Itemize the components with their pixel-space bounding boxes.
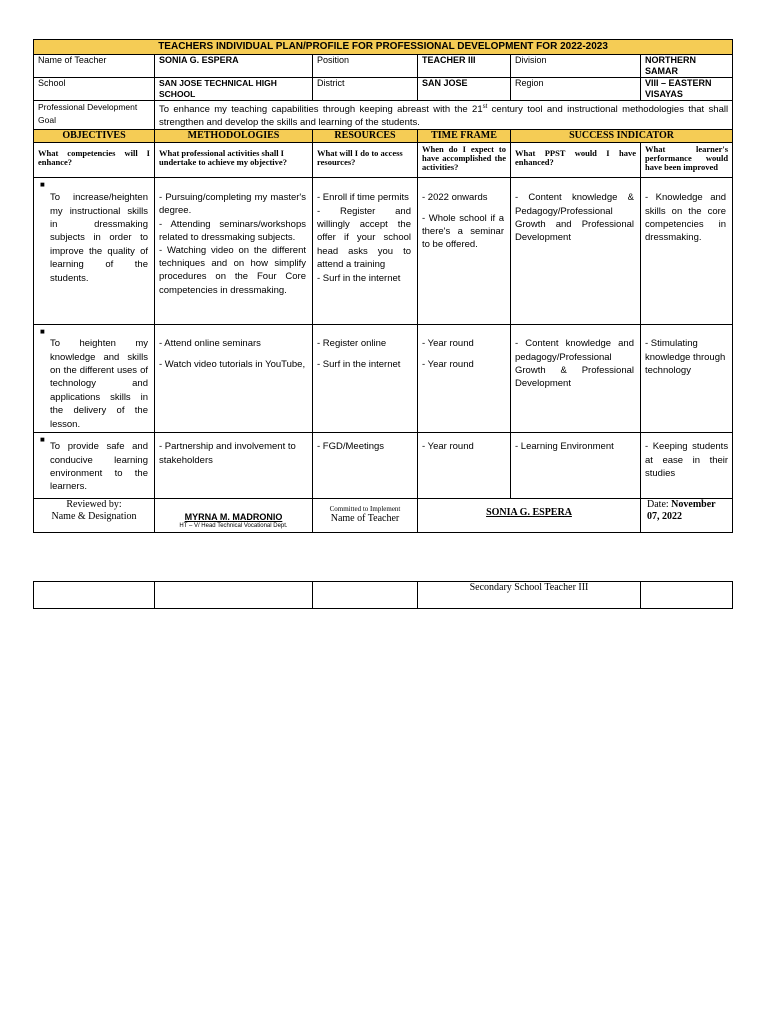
district-label: District (313, 78, 418, 101)
empty-cell (34, 582, 155, 609)
learner-cell: - Keeping students at ease in their studies (641, 433, 733, 499)
learner-cell: - Knowledge and skills on the core competencies in dressmaking. (641, 178, 733, 325)
objective-cell: ■ To heighten my knowledge and skills on the different uses of technology and applications skills in the delivery of the lesson. (34, 325, 155, 433)
name-of-teacher-label: Name of Teacher (330, 513, 400, 525)
timeframe-cell (418, 325, 511, 433)
list-item: - Year round (422, 441, 474, 453)
teacher-designation: Secondary School Teacher III (418, 582, 641, 609)
date-value: November 07, 2022 (647, 499, 716, 523)
committed-cell (313, 499, 418, 533)
list-item: - Attending seminars/workshops related to dressmaking subjects. (159, 218, 306, 243)
list-item: - Register online (317, 338, 387, 350)
name-designation-label: Name & Designation (51, 511, 137, 523)
methodologies-cell (155, 325, 313, 433)
empty-cell (155, 582, 313, 609)
question-competencies: What competencies will I enhance? (34, 143, 155, 178)
list-item: - Register and willingly accept the offer if your school head asks you to attend a training (317, 205, 411, 271)
objective-cell: ■ To provide safe and conducive learning environment to the learners. (34, 433, 155, 499)
list-item: - Watch video tutorials in YouTube, (159, 358, 306, 370)
teacher-signature-cell (418, 499, 641, 533)
resources-cell (313, 178, 418, 325)
goal-label: Professional Development Goal (34, 101, 155, 130)
question-ppst: What PPST would I have enhanced? (511, 143, 641, 178)
division-label: Division (511, 55, 641, 78)
reviewer-signature-cell (155, 499, 313, 533)
ppst-cell: - Learning Environment (511, 433, 641, 499)
position-value: TEACHER III (418, 55, 511, 78)
list-item: - Year round (422, 338, 474, 350)
date-label: Date: (647, 499, 672, 511)
goal-value: To enhance my teaching capabilities through keeping abreast with the 21st century tool and instructional methodologies that shall strengthen and develop the skills and learning of the students. (155, 101, 733, 130)
name-label: Name of Teacher (34, 55, 155, 78)
committed-label: Committed to Implement (329, 505, 401, 514)
position-label: Position (313, 55, 418, 78)
teacher-name: SONIA G. ESPERA (486, 507, 572, 519)
ppst-cell: - Content knowledge & Pedagogy/Professional Growth and Professional Development (511, 178, 641, 325)
reviewer-name: MYRNA M. MADRONIO (184, 512, 283, 523)
document-title: TEACHERS INDIVIDUAL PLAN/PROFILE FOR PROFESSIONAL DEVELOPMENT FOR 2022-2023 (34, 40, 733, 55)
resources-cell (313, 325, 418, 433)
timeframe-cell (418, 433, 511, 499)
region-value: VIII – EASTERN VISAYAS (641, 78, 733, 101)
list-item: - Partnership and involvement to stakeholders (159, 441, 296, 466)
name-value: SONIA G. ESPERA (155, 55, 313, 78)
division-value: NORTHERN SAMAR (641, 55, 733, 78)
list-item: - Enroll if time permits (317, 192, 409, 204)
reviewed-by-cell (34, 499, 155, 533)
list-item: - Year round (422, 358, 474, 370)
list-item: - Surf in the internet (317, 272, 401, 284)
empty-cell (641, 582, 733, 609)
district-value: SAN JOSE (418, 78, 511, 101)
school-value: SAN JOSE TECHNICAL HIGH SCHOOL (155, 78, 313, 101)
region-label: Region (511, 78, 641, 101)
list-item: - Surf in the internet (317, 358, 401, 370)
question-learner: What learner's performance would have been improved (641, 143, 733, 178)
designation-table (33, 581, 733, 609)
list-item: - Attend online seminars (159, 338, 261, 350)
school-label: School (34, 78, 155, 101)
methodologies-cell (155, 433, 313, 499)
header-resources: RESOURCES (313, 130, 418, 143)
list-item: - FGD/Meetings (317, 441, 385, 453)
header-objectives: OBJECTIVES (34, 130, 155, 143)
list-item: - Whole school if a there's a seminar to be offered. (422, 212, 504, 251)
empty-cell (313, 582, 418, 609)
plan-table (33, 39, 733, 533)
question-resources: What will I do to access resources? (313, 143, 418, 178)
list-item: - Pursuing/completing my master's degree. (159, 192, 306, 217)
methodologies-cell (155, 178, 313, 325)
header-methodologies: METHODOLOGIES (155, 130, 313, 143)
timeframe-cell (418, 178, 511, 325)
header-time-frame: TIME FRAME (418, 130, 511, 143)
resources-cell (313, 433, 418, 499)
reviewed-by-label: Reviewed by: (66, 499, 122, 511)
list-item: - 2022 onwards (422, 192, 488, 204)
learner-cell: - Stimulating knowledge through technology (641, 325, 733, 433)
reviewer-title: HT – V/ Head Technical Vocational Dept. (179, 523, 288, 530)
list-item: - Watching video on the different techniques and on how simplify procedures on the Four Core competencies in dressmaking. (159, 244, 306, 296)
date-cell (641, 499, 733, 533)
ppst-cell: - Content knowledge and pedagogy/Professional Growth & Professional Development (511, 325, 641, 433)
objective-cell: ■ To increase/heighten my instructional skills in dressmaking subjects in order to improve the quality of learning of the students. (34, 178, 155, 325)
question-activities: What professional activities shall I undertake to achieve my objective? (155, 143, 313, 178)
header-success-indicator: SUCCESS INDICATOR (511, 130, 733, 143)
question-timeframe: When do I expect to have accomplished the activities? (418, 143, 511, 178)
